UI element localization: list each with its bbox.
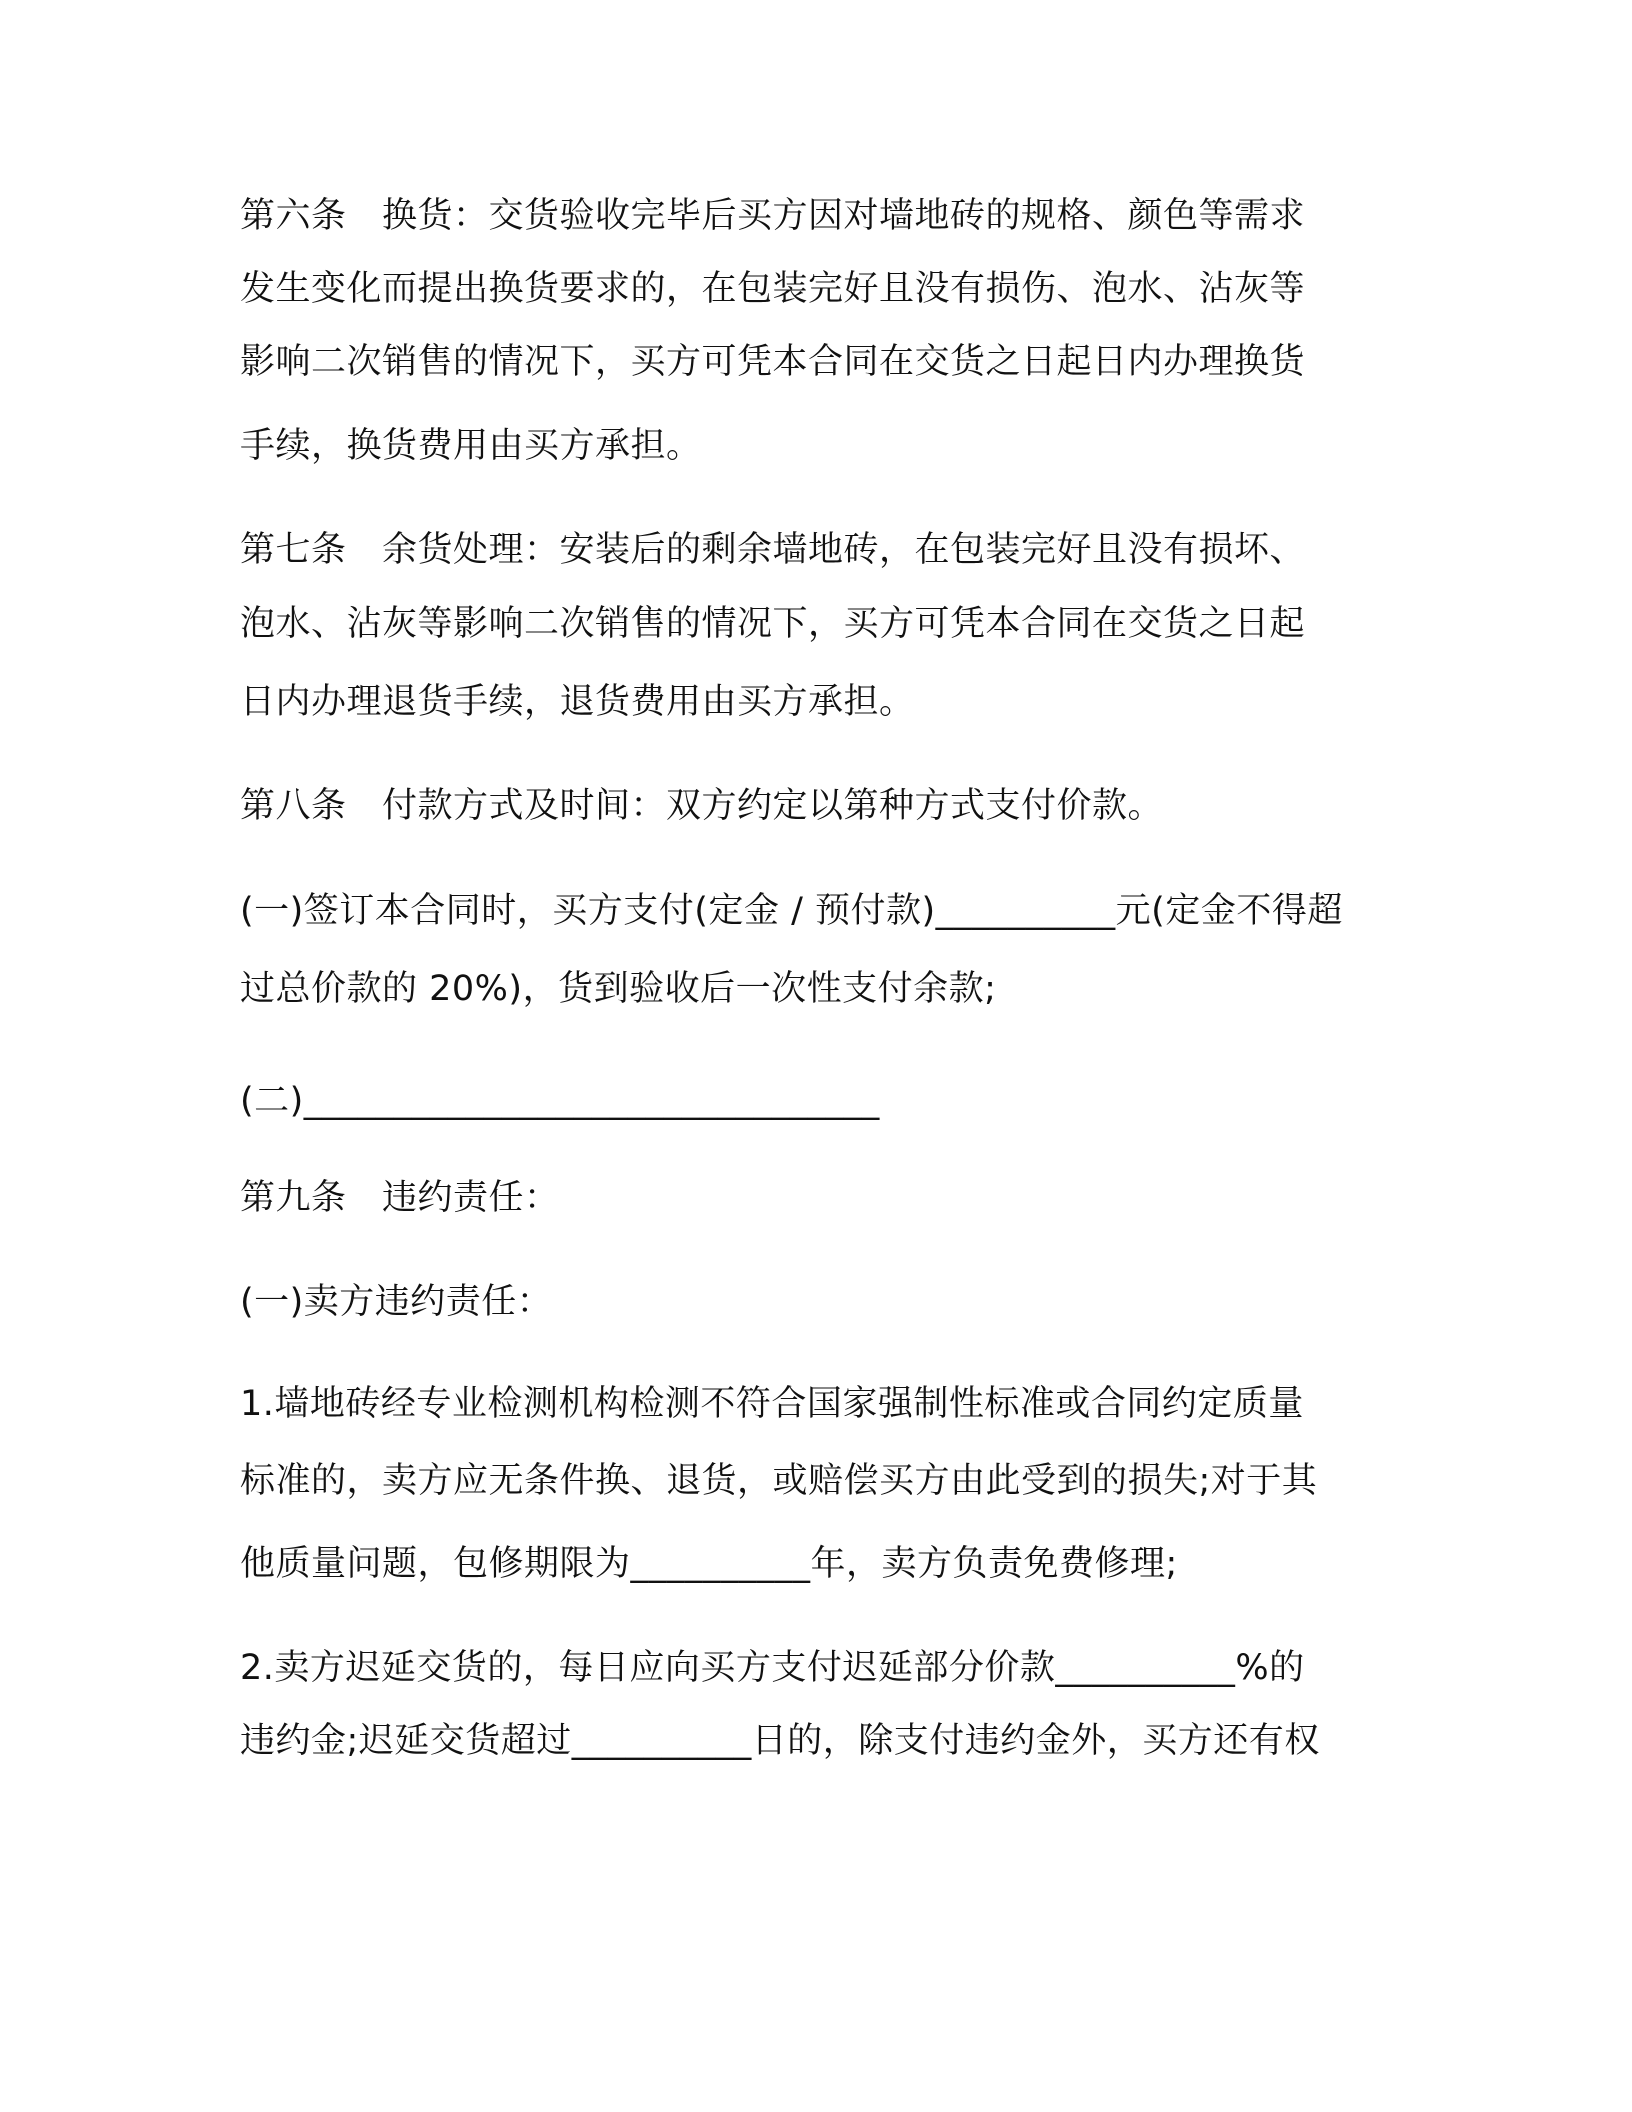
text-line-8: 第八条 付款方式及时间：双方约定以第种方式支付价款。 xyxy=(240,786,1164,826)
text-line-17: 2.卖方迟延交货的，每日应向买方支付迟延部分价款__________%的 xyxy=(240,1648,1305,1688)
text-line-13: (一)卖方违约责任： xyxy=(240,1282,553,1322)
text-line-18: 违约金;迟延交货超过__________日的，除支付违约金外，买方还有权 xyxy=(240,1721,1320,1761)
text-line-16: 他质量问题，包修期限为__________年，卖方负责免费修理; xyxy=(240,1544,1178,1584)
text-line-12: 第九条 违约责任： xyxy=(240,1178,560,1218)
text-line-11: (二)________________________________ xyxy=(240,1081,880,1121)
text-line-10: 过总价款的 20%)，货到验收后一次性支付余款; xyxy=(240,969,997,1009)
text-line-5: 第七条 余货处理：安装后的剩余墙地砖，在包装完好且没有损坏、 xyxy=(240,530,1306,570)
text-line-6: 泡水、沾灰等影响二次销售的情况下，买方可凭本合同在交货之日起 xyxy=(240,604,1306,644)
text-line-9: (一)签订本合同时，买方支付(定金 / 预付款)__________元(定金不得超 xyxy=(240,891,1343,931)
text-line-15: 标准的，卖方应无条件换、退货，或赔偿买方由此受到的损失;对于其 xyxy=(240,1461,1318,1501)
text-line-1: 第六条 换货：交货验收完毕后买方因对墙地砖的规格、颜色等需求 xyxy=(240,196,1306,236)
text-line-3: 影响二次销售的情况下，买方可凭本合同在交货之日起日内办理换货 xyxy=(240,342,1306,382)
text-line-7: 日内办理退货手续，退货费用由买方承担。 xyxy=(240,682,915,722)
text-line-14: 1.墙地砖经专业检测机构检测不符合国家强制性标准或合同约定质量 xyxy=(240,1384,1304,1424)
text-line-2: 发生变化而提出换货要求的，在包装完好且没有损伤、泡水、沾灰等 xyxy=(240,269,1306,309)
text-line-4: 手续，换货费用由买方承担。 xyxy=(240,426,702,466)
